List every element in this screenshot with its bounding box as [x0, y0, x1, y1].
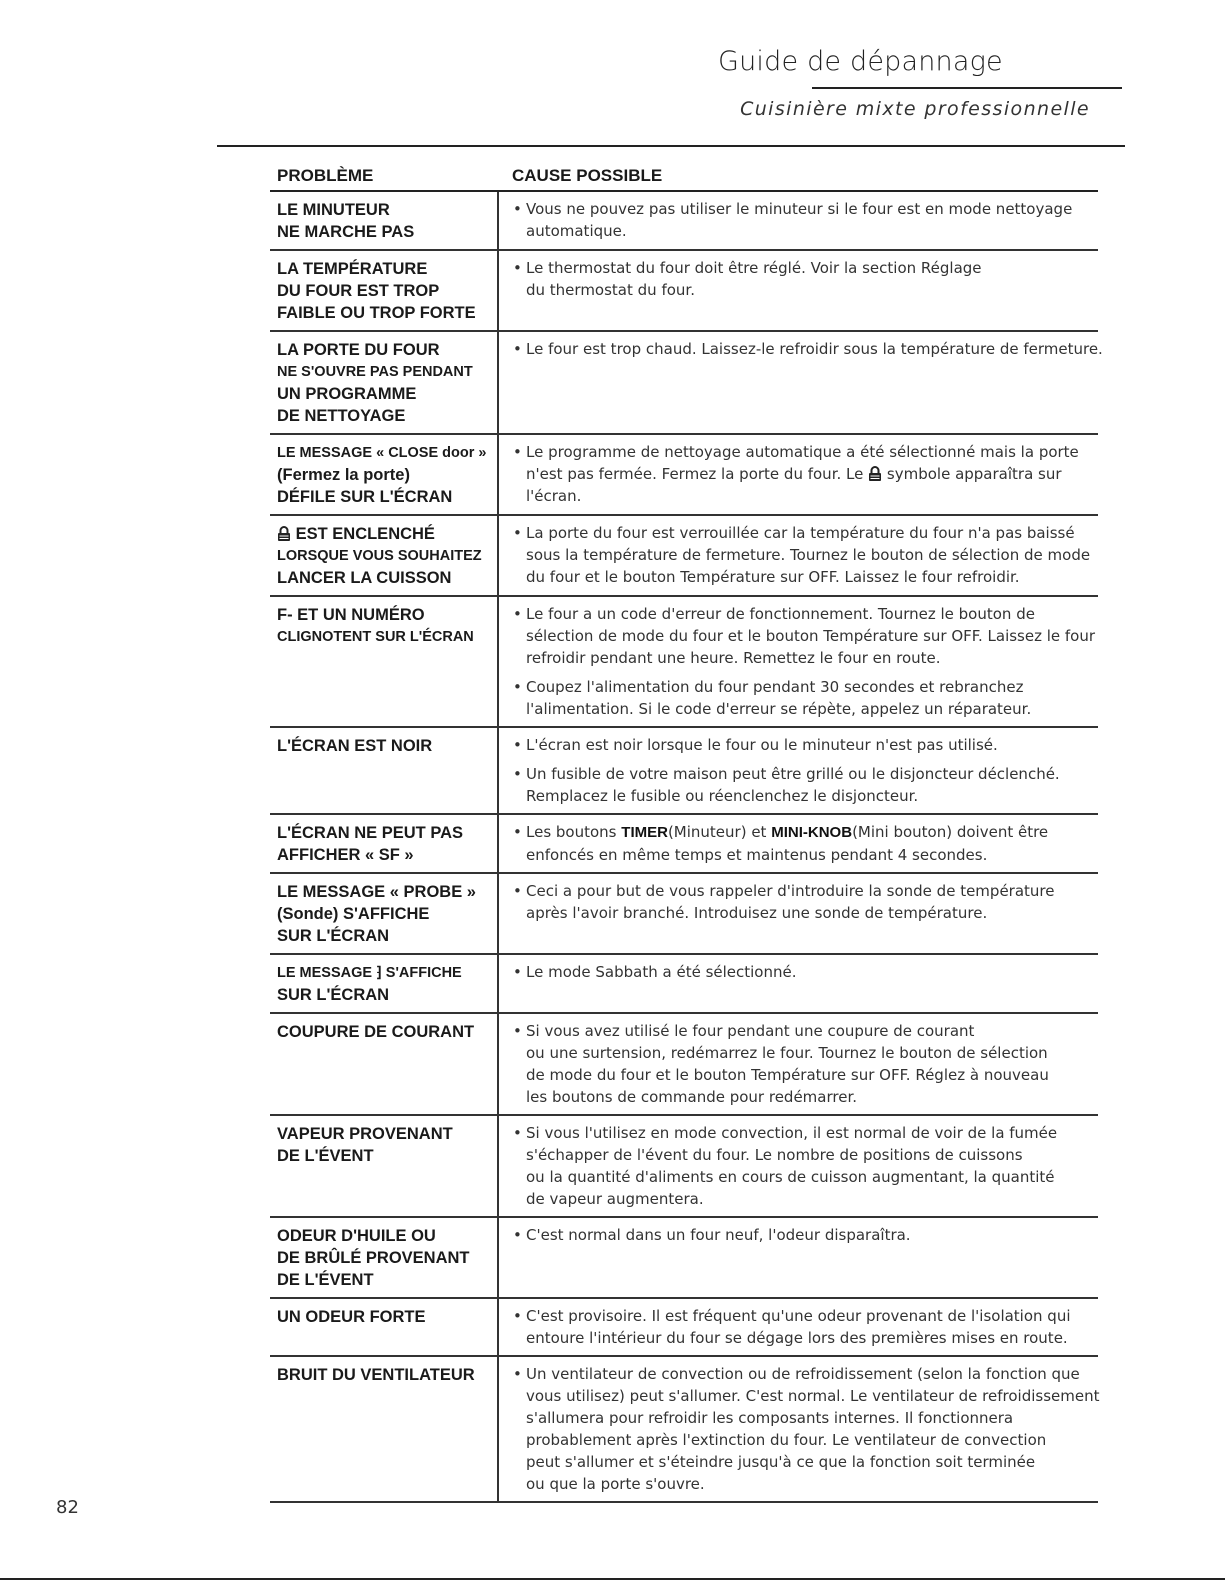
- cause-bullet: [513, 1122, 1098, 1210]
- problem-line: L'ÉCRAN EST NOIR: [277, 737, 433, 755]
- problem-line: DE BRÛLÉ PROVENANT: [277, 1249, 470, 1267]
- problem-line: ODEUR D'HUILE OU: [277, 1227, 436, 1245]
- cause-cell: [499, 251, 1098, 330]
- cause-bullet: [513, 676, 1098, 720]
- problem-cell: [270, 332, 499, 433]
- cause-bullet: [513, 338, 1103, 360]
- problem-line: L'ÉCRAN NE PEUT PAS: [277, 824, 464, 842]
- table-row: [270, 435, 1098, 516]
- problem-text: EST ENCLENCHÉ: [295, 525, 435, 543]
- cause-line: ou que la porte s'ouvre.: [526, 1475, 705, 1493]
- table-row: [270, 597, 1098, 728]
- lock-icon: [868, 465, 882, 480]
- cause-cell: [499, 815, 1098, 872]
- cause-text: symbole apparaîtra sur: [886, 465, 1062, 483]
- table-row: [270, 815, 1098, 874]
- cause-line: • C'est normal dans un four neuf, l'odeur disparaîtra.: [526, 1226, 911, 1244]
- cause-cell: [499, 955, 1098, 1012]
- problem-line: COUPURE DE COURANT: [277, 1023, 475, 1041]
- cause-line: • Si vous l'utilisez en mode convection, il est normal de voir de la fumée: [526, 1124, 1058, 1142]
- cause-bullet: [513, 522, 1098, 588]
- cause-bullet: [513, 961, 1098, 983]
- problem-line: FAIBLE OU TROP FORTE: [277, 304, 476, 322]
- problem-line: UN ODEUR FORTE: [277, 1308, 426, 1326]
- problem-line: (Sonde) S'AFFICHE: [277, 905, 430, 923]
- problem-line: SUR L'ÉCRAN: [277, 927, 390, 945]
- problem-cell: [270, 1116, 499, 1216]
- cause-line: les boutons de commande pour redémarrer.: [526, 1088, 858, 1106]
- cause-line: vous utilisez) peut s'allumer. C'est normal. Le ventilateur de refroidissement: [526, 1387, 1100, 1405]
- lock-icon: [277, 525, 291, 540]
- cause-line: • Un ventilateur de convection ou de refroidissement (selon la fonction que: [526, 1365, 1080, 1383]
- cause-line: du thermostat du four.: [526, 281, 695, 299]
- problem-cell: [270, 1357, 499, 1501]
- table-row: [270, 192, 1098, 251]
- table-row: [270, 874, 1098, 955]
- column-header-cause: CAUSE POSSIBLE: [512, 166, 663, 185]
- cause-line: probablement après l'extinction du four. Le ventilateur de convection: [526, 1431, 1047, 1449]
- table-row: [270, 728, 1098, 815]
- cause-line: • Ceci a pour but de vous rappeler d'introduire la sonde de température: [526, 882, 1055, 900]
- cause-line: ou la quantité d'aliments en cours de cuisson augmentant, la quantité: [526, 1168, 1055, 1186]
- cause-bullet: [513, 441, 1098, 507]
- problem-cell: [270, 251, 499, 330]
- problem-line: DE NETTOYAGE: [277, 407, 406, 425]
- problem-line: VAPEUR PROVENANT: [277, 1125, 453, 1143]
- cause-line: • Le programme de nettoyage automatique a été sélectionné mais la porte: [526, 443, 1079, 461]
- cause-line: l'écran.: [526, 487, 582, 505]
- problem-line: [277, 523, 497, 545]
- cause-bullet: [513, 821, 1098, 866]
- cause-line: sous la température de fermeture. Tournez le bouton de sélection de mode: [526, 546, 1091, 564]
- problem-line: LA TEMPÉRATURE: [277, 260, 428, 278]
- cause-text: Les boutons: [526, 823, 617, 841]
- table-row: [270, 251, 1098, 332]
- problem-line: DE L'ÉVENT: [277, 1147, 374, 1165]
- table-row: [270, 1299, 1098, 1357]
- page-title: Guide de dépannage: [718, 46, 1003, 77]
- problem-cell: [270, 192, 499, 249]
- cause-line: de mode du four et le bouton Température sur OFF. Réglez à nouveau: [526, 1066, 1049, 1084]
- cause-bullet: [513, 1363, 1100, 1495]
- problem-cell: [270, 516, 499, 595]
- cause-line: sélection de mode du four et le bouton Température sur OFF. Laissez le four: [526, 627, 1096, 645]
- cause-cell: [499, 516, 1098, 595]
- cause-cell: [499, 597, 1098, 726]
- header-divider: [217, 145, 1125, 147]
- problem-line: UN PROGRAMME: [277, 385, 417, 403]
- cause-line: • Le four a un code d'erreur de fonctionnement. Tournez le bouton de: [526, 605, 1035, 623]
- table-row: [270, 516, 1098, 597]
- cause-cell: [499, 332, 1103, 433]
- cause-line: • C'est provisoire. Il est fréquent qu'une odeur provenant de l'isolation qui: [526, 1307, 1071, 1325]
- problem-cell: [270, 815, 499, 872]
- problem-line: F- ET UN NUMÉRO: [277, 606, 425, 624]
- cause-cell: [499, 1116, 1098, 1216]
- cause-line: ou une surtension, redémarrez le four. Tournez le bouton de sélection: [526, 1044, 1048, 1062]
- cause-line: • Le thermostat du four doit être réglé. Voir la section Réglage: [526, 259, 982, 277]
- cause-line: • L'écran est noir lorsque le four ou le minuteur n'est pas utilisé.: [526, 736, 998, 754]
- problem-line: AFFICHER « SF »: [277, 846, 414, 864]
- cause-bullet: [513, 1020, 1098, 1108]
- troubleshooting-table: [270, 160, 1103, 1503]
- column-header-problem: PROBLÈME: [277, 166, 374, 185]
- cause-bullet: [513, 257, 1098, 301]
- cause-text: n'est pas fermée. Fermez la porte du four. Le: [526, 465, 864, 483]
- title-rule: [812, 87, 1122, 89]
- problem-cell: [270, 1014, 499, 1114]
- problem-line: LE MESSAGE « CLOSE door »: [277, 445, 487, 461]
- cause-line: • Un fusible de votre maison peut être grillé ou le disjoncteur déclenché.: [526, 765, 1060, 783]
- cause-cell: [499, 1357, 1100, 1501]
- cause-line: [526, 821, 1098, 844]
- cause-cell: [499, 435, 1098, 514]
- table-row: [270, 1218, 1098, 1299]
- cause-text: (Mini bouton) doivent être: [852, 823, 1049, 841]
- problem-line: CLIGNOTENT SUR L'ÉCRAN: [277, 629, 474, 645]
- cause-line: s'échapper de l'évent du four. Le nombre de positions de cuissons: [526, 1146, 1023, 1164]
- cause-cell: [499, 1014, 1098, 1114]
- table-header: [270, 160, 1098, 192]
- cause-line: automatique.: [526, 222, 627, 240]
- cause-line: l'alimentation. Si le code d'erreur se répète, appelez un réparateur.: [526, 700, 1032, 718]
- cause-line: [526, 463, 1098, 485]
- cause-line: • Coupez l'alimentation du four pendant 30 secondes et rebranchez: [526, 678, 1024, 696]
- table-row: [270, 332, 1103, 435]
- cause-cell: [499, 1299, 1098, 1355]
- cause-line: • Si vous avez utilisé le four pendant une coupure de courant: [526, 1022, 975, 1040]
- mini-knob-label: MINI-KNOB: [771, 824, 853, 841]
- problem-line: DU FOUR EST TROP: [277, 282, 440, 300]
- problem-line: LA PORTE DU FOUR: [277, 341, 440, 359]
- cause-cell: [499, 728, 1098, 813]
- cause-line: s'allumera pour refroidir les composants internes. Il fonctionnera: [526, 1409, 1014, 1427]
- page-subtitle: Cuisinière mixte professionnelle: [740, 98, 1090, 120]
- cause-line: peut s'allumer et s'éteindre jusqu'à ce que la fonction soit terminée: [526, 1453, 1036, 1471]
- table-row: [270, 955, 1098, 1014]
- cause-line: • Le mode Sabbath a été sélectionné.: [526, 963, 797, 981]
- cause-text: (Minuteur) et: [667, 823, 767, 841]
- problem-line: NE S'OUVRE PAS PENDANT: [277, 364, 473, 380]
- cause-line: enfoncés en même temps et maintenus pendant 4 secondes.: [526, 846, 988, 864]
- cause-cell: [499, 192, 1098, 249]
- problem-line: LE MESSAGE ⁆ S'AFFICHE: [277, 965, 462, 981]
- problem-line: DE L'ÉVENT: [277, 1271, 374, 1289]
- timer-button-label: TIMER: [621, 824, 668, 841]
- problem-line: BRUIT DU VENTILATEUR: [277, 1366, 475, 1384]
- cause-bullet: [513, 603, 1098, 669]
- cause-line: • Le four est trop chaud. Laissez-le refroidir sous la température de fermeture.: [526, 340, 1103, 358]
- cause-cell: [499, 874, 1098, 953]
- cause-cell: [499, 1218, 1098, 1297]
- cause-bullet: [513, 1224, 1098, 1246]
- problem-line: LE MESSAGE « PROBE »: [277, 883, 476, 901]
- problem-line: LE MINUTEUR: [277, 201, 390, 219]
- problem-line: SUR L'ÉCRAN: [277, 986, 390, 1004]
- cause-bullet: [513, 763, 1098, 807]
- cause-line: • La porte du four est verrouillée car la température du four n'a pas baissé: [526, 524, 1075, 542]
- problem-cell: [270, 874, 499, 953]
- table-row: [270, 1014, 1098, 1116]
- cause-line: après l'avoir branché. Introduisez une sonde de température.: [526, 904, 988, 922]
- problem-cell: [270, 597, 499, 726]
- problem-cell: [270, 728, 499, 813]
- cause-bullet: [513, 1305, 1098, 1349]
- cause-line: Remplacez le fusible ou réenclenchez le disjoncteur.: [526, 787, 919, 805]
- table-row: [270, 1116, 1098, 1218]
- problem-cell: [270, 1299, 499, 1355]
- cause-line: du four et le bouton Température sur OFF. Laissez le four refroidir.: [526, 568, 1020, 586]
- table-row: [270, 1357, 1098, 1503]
- page-bottom-rule: [0, 1578, 1225, 1580]
- cause-line: refroidir pendant une heure. Remettez le four en route.: [526, 649, 941, 667]
- cause-bullet: [513, 734, 1098, 756]
- cause-line: entoure l'intérieur du four se dégage lors des premières mises en route.: [526, 1329, 1068, 1347]
- problem-line: (Fermez la porte): [277, 466, 410, 484]
- problem-cell: [270, 955, 499, 1012]
- cause-line: de vapeur augmentera.: [526, 1190, 704, 1208]
- problem-line: DÉFILE SUR L'ÉCRAN: [277, 488, 453, 506]
- problem-line: LORSQUE VOUS SOUHAITEZ: [277, 548, 482, 564]
- problem-line: LANCER LA CUISSON: [277, 569, 452, 587]
- cause-bullet: [513, 880, 1098, 924]
- table-body: [270, 192, 1103, 1503]
- problem-cell: [270, 435, 499, 514]
- problem-cell: [270, 1218, 499, 1297]
- cause-line: • Vous ne pouvez pas utiliser le minuteur si le four est en mode nettoyage: [526, 200, 1073, 218]
- problem-line: NE MARCHE PAS: [277, 223, 415, 241]
- page-number: 82: [56, 1497, 79, 1518]
- cause-bullet: [513, 198, 1098, 242]
